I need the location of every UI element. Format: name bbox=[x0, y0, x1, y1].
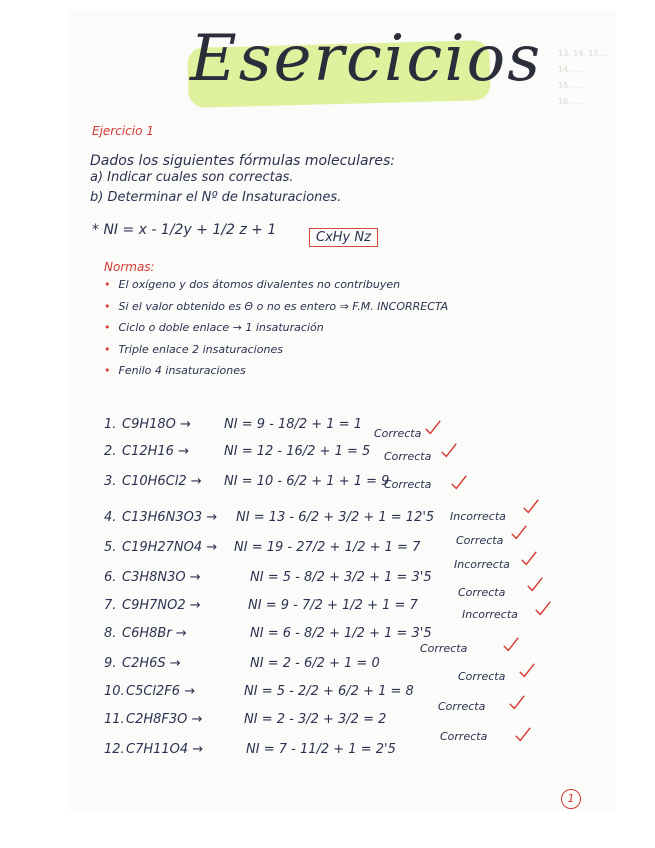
check-icon bbox=[518, 662, 536, 680]
note-item bbox=[104, 321, 324, 334]
note-text: El oxígeno y dos átomos divalentes no contribuyen bbox=[118, 278, 401, 291]
notes-heading: Normas: bbox=[104, 260, 155, 274]
bullet-icon: • bbox=[104, 278, 111, 291]
exercise-row bbox=[104, 608, 544, 650]
exercise-row bbox=[104, 474, 544, 498]
row-compound: C9H7NO2 → bbox=[122, 598, 201, 613]
note-text: Ciclo o doble enlace → 1 insaturación bbox=[118, 321, 324, 334]
row-number: 8. bbox=[104, 626, 117, 641]
ni-formula: * NI = x - 1/2y + 1/2 z + 1 bbox=[92, 222, 277, 238]
row-status: Incorrecta bbox=[462, 608, 518, 621]
check-icon bbox=[424, 419, 442, 437]
row-equation: NI = 7 - 11/2 + 1 = 2'5 bbox=[246, 742, 396, 757]
row-status: Correcta bbox=[420, 642, 468, 655]
row-status: Correcta bbox=[458, 670, 506, 683]
row-equation: NI = 9 - 18/2 + 1 = 1 bbox=[224, 417, 362, 432]
row-number: 4. bbox=[104, 510, 117, 525]
bullet-icon: • bbox=[104, 343, 111, 356]
check-icon bbox=[440, 442, 458, 460]
row-compound: C13H6N3O3 → bbox=[122, 510, 218, 525]
row-equation: NI = 2 - 3/2 + 3/2 = 2 bbox=[244, 712, 387, 727]
check-icon bbox=[510, 524, 528, 542]
row-number: 1. bbox=[104, 417, 117, 432]
row-compound: C2H8F3O → bbox=[126, 712, 203, 727]
row-number: 6. bbox=[104, 570, 117, 585]
row-equation: NI = 13 - 6/2 + 3/2 + 1 = 12'5 bbox=[236, 510, 435, 525]
check-icon bbox=[520, 550, 538, 568]
row-number: 9. bbox=[104, 656, 117, 671]
row-compound: C6H8Br → bbox=[122, 626, 187, 641]
row-status: Incorrecta bbox=[450, 510, 506, 523]
check-icon bbox=[514, 726, 532, 744]
row-number: 10. bbox=[104, 684, 125, 699]
bullet-icon: • bbox=[104, 300, 111, 313]
bleed-through-text: 13. 14, 15... 14. ... 15. ... 16. ... bbox=[558, 49, 607, 106]
row-equation: NI = 19 - 27/2 + 1/2 + 1 = 7 bbox=[234, 540, 421, 555]
note-text: Triple enlace 2 insaturaciones bbox=[118, 343, 283, 356]
row-compound: C10H6Cl2 → bbox=[122, 474, 202, 489]
note-item bbox=[104, 343, 283, 356]
check-icon bbox=[526, 576, 544, 594]
bullet-icon: • bbox=[104, 364, 111, 377]
instruction-line-1: Dados los siguientes fórmulas moleculares: bbox=[90, 153, 396, 169]
instruction-line-3: b) Determinar el Nº de Insaturaciones. bbox=[90, 190, 342, 205]
note-item bbox=[104, 300, 448, 313]
row-status: Correcta bbox=[374, 427, 422, 440]
row-number: 2. bbox=[104, 444, 117, 459]
row-compound: C12H16 → bbox=[122, 444, 189, 459]
row-compound: C3H8N3O → bbox=[122, 570, 201, 585]
exercise-row bbox=[104, 417, 544, 441]
exercise-row bbox=[104, 730, 544, 766]
row-equation: NI = 5 - 8/2 + 3/2 + 1 = 3'5 bbox=[250, 570, 432, 585]
row-status: Incorrecta bbox=[454, 558, 510, 571]
exercise-row bbox=[104, 444, 544, 468]
row-status: Correcta bbox=[384, 478, 432, 491]
check-icon bbox=[522, 498, 540, 516]
row-status: Correcta bbox=[438, 700, 486, 713]
row-number: 12. bbox=[104, 742, 125, 757]
row-equation: NI = 12 - 16/2 + 1 = 5 bbox=[224, 444, 371, 459]
row-equation: NI = 9 - 7/2 + 1/2 + 1 = 7 bbox=[248, 598, 418, 613]
row-number: 7. bbox=[104, 598, 117, 613]
row-status: Correcta bbox=[440, 730, 488, 743]
check-icon bbox=[502, 636, 520, 654]
instruction-line-2: a) Indicar cuales son correctas. bbox=[90, 170, 294, 185]
row-equation: NI = 6 - 8/2 + 1/2 + 1 = 3'5 bbox=[250, 626, 432, 641]
row-equation: NI = 10 - 6/2 + 1 + 1 = 9 bbox=[224, 474, 390, 489]
note-item bbox=[104, 278, 400, 291]
bullet-icon: • bbox=[104, 321, 111, 334]
row-compound: C19H27NO4 → bbox=[122, 540, 218, 555]
row-equation: NI = 5 - 2/2 + 6/2 + 1 = 8 bbox=[244, 684, 414, 699]
exercise-row bbox=[104, 510, 544, 534]
note-text: Fenilo 4 insaturaciones bbox=[118, 364, 246, 377]
formula-box: CxHy Nz bbox=[309, 228, 378, 247]
exercise-heading: Ejercicio 1 bbox=[92, 124, 154, 138]
row-number: 5. bbox=[104, 540, 117, 555]
row-status: Correcta bbox=[456, 534, 504, 547]
page-title: Esercicios bbox=[190, 22, 543, 96]
note-text: Si el valor obtenido es Θ o no es entero ⇒ F.M. INCORRECTA bbox=[118, 300, 449, 313]
check-icon bbox=[534, 600, 552, 618]
row-compound: C9H18O → bbox=[122, 417, 191, 432]
row-status: Correcta bbox=[458, 586, 506, 599]
row-compound: C7H11O4 → bbox=[126, 742, 204, 757]
row-number: 11. bbox=[104, 712, 125, 727]
row-status: Correcta bbox=[384, 450, 432, 463]
row-number: 3. bbox=[104, 474, 117, 489]
row-compound: C2H6S → bbox=[122, 656, 181, 671]
row-equation: NI = 2 - 6/2 + 1 = 0 bbox=[250, 656, 380, 671]
check-icon bbox=[450, 474, 468, 492]
note-item bbox=[104, 364, 246, 377]
check-icon bbox=[508, 694, 526, 712]
page-number: 1 bbox=[561, 789, 581, 809]
row-compound: C5Cl2F6 → bbox=[126, 684, 196, 699]
